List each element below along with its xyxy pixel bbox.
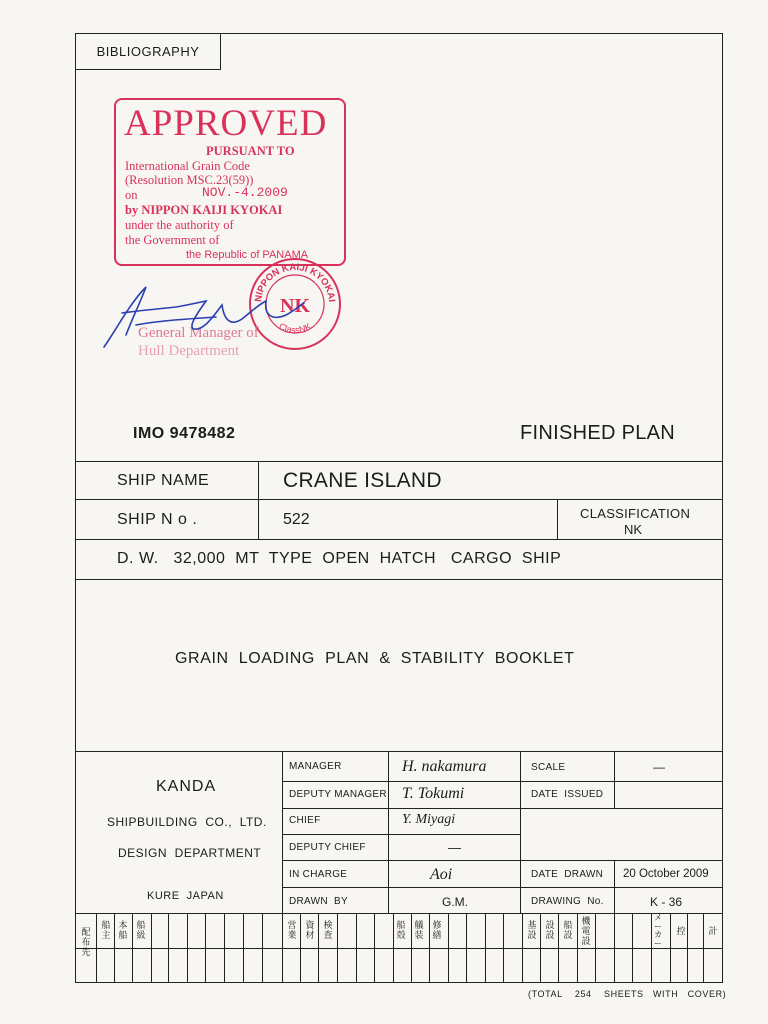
date-drawn-value: 20 October 2009	[623, 868, 709, 880]
stamp-line-8: the Republic of PANAMA	[186, 249, 309, 261]
imo-number: IMO 9478482	[133, 425, 236, 442]
stamp-line-7: the Government of	[125, 233, 220, 247]
dist-grid-line	[393, 913, 394, 983]
sign-title-2: Hull Department	[138, 343, 240, 359]
blue-signature	[96, 275, 326, 360]
plan-status: FINISHED PLAN	[520, 422, 676, 444]
seal-sub: ClassNK	[277, 321, 313, 335]
dist-grid-line	[651, 913, 652, 983]
dist-grid-line	[243, 913, 244, 983]
dist-col-3: 船級	[136, 920, 146, 940]
manager-label: MANAGER	[289, 761, 342, 772]
chief-signature: Y. Miyagi	[402, 812, 456, 827]
stamp-line-2: International Grain Code	[125, 159, 250, 173]
dist-grid-line	[282, 913, 283, 983]
dist-grid-line	[703, 913, 704, 983]
dist-grid-line	[687, 913, 688, 983]
deputy-manager-label: DEPUTY MANAGER	[289, 789, 387, 800]
dist-grid-line	[300, 913, 301, 983]
company-name: KANDA	[156, 778, 217, 795]
ship-description: D. W. 32,000 MT TYPE OPEN HATCH CARGO SHIP	[117, 550, 562, 567]
dist-grid-line	[466, 913, 467, 983]
dist-grid-line	[522, 913, 523, 983]
dist-header: 配布先	[81, 927, 91, 957]
stamp-title: APPROVED	[124, 103, 328, 144]
dist-grid-line	[632, 913, 633, 983]
ship-no-label: SHIP N o .	[117, 511, 198, 528]
stamp-on-label: on	[125, 188, 138, 202]
dist-grid-line	[187, 913, 188, 983]
chief-label: CHIEF	[289, 815, 321, 826]
dist-grid-line	[318, 913, 319, 983]
dist-col-15: 控	[676, 926, 686, 936]
in-charge-signature: Aoi	[430, 866, 453, 883]
dist-grid-line	[595, 913, 596, 983]
classification-value: NK	[624, 522, 643, 537]
dist-col-2: 本船	[118, 920, 128, 940]
dist-grid-line	[374, 913, 375, 983]
dist-grid-line	[337, 913, 338, 983]
stamp-line-1: PURSUANT TO	[206, 144, 295, 158]
deputy-manager-signature: T. Tokumi	[402, 785, 465, 802]
dist-grid-line	[485, 913, 486, 983]
dist-col-12: 船設	[563, 920, 573, 940]
drawn-by-value: G.M.	[442, 895, 468, 909]
dist-grid-line	[448, 913, 449, 983]
dist-grid-line	[114, 913, 115, 983]
dist-grid-line	[224, 913, 225, 983]
in-charge-label: IN CHARGE	[289, 869, 348, 880]
stamp-line-5: by NIPPON KAIJI KYOKAI	[125, 203, 283, 217]
dist-col-13: 機電設	[581, 916, 591, 946]
deputy-chief-value: —	[448, 840, 461, 855]
dist-col-6: 検査	[323, 920, 333, 940]
drawing-no-value: K - 36	[650, 895, 683, 909]
dist-col-8: 艤装	[414, 920, 424, 940]
drawing-no-label: DRAWING No.	[531, 896, 604, 907]
scale-label: SCALE	[531, 762, 566, 773]
dist-grid-line	[411, 913, 412, 983]
scale-value: —	[653, 760, 665, 774]
classification-label: CLASSIFICATION	[580, 506, 691, 521]
dist-col-4: 営業	[287, 920, 297, 940]
total-sheets: (TOTAL 254 SHEETS WITH COVER)	[528, 989, 727, 999]
seal-text: NIPPON KAIJI KYOKAI	[252, 261, 337, 303]
dist-grid-line	[262, 913, 263, 983]
dist-grid-line	[429, 913, 430, 983]
ship-name: CRANE ISLAND	[283, 469, 442, 492]
dist-grid-line	[132, 913, 133, 983]
dist-grid-line	[577, 913, 578, 983]
manager-signature: H. nakamura	[402, 758, 487, 775]
dist-col-14: メーカー	[654, 913, 662, 948]
dist-grid-line	[670, 913, 671, 983]
seal-mark: NK	[280, 295, 310, 317]
stamp-date: NOV.-4.2009	[202, 185, 288, 200]
ship-name-label: SHIP NAME	[117, 472, 210, 489]
dist-grid-line	[503, 913, 504, 983]
company-line-3: DESIGN DEPARTMENT	[118, 846, 262, 860]
date-issued-label: DATE ISSUED	[531, 789, 604, 800]
deputy-chief-label: DEPUTY CHIEF	[289, 842, 366, 853]
dist-grid-line	[205, 913, 206, 983]
dist-grid-line	[151, 913, 152, 983]
document-title: GRAIN LOADING PLAN & STABILITY BOOKLET	[175, 650, 575, 667]
company-line-2: SHIPBUILDING CO., LTD.	[107, 815, 267, 829]
dist-grid-line	[168, 913, 169, 983]
company-line-4: KURE JAPAN	[147, 890, 224, 902]
dist-grid-line	[540, 913, 541, 983]
ship-no: 522	[283, 511, 310, 528]
dist-col-16: 計	[708, 926, 718, 936]
dist-col-7: 船殻	[396, 920, 406, 940]
dist-col-11: 設設	[545, 920, 555, 940]
dist-col-10: 基設	[527, 920, 537, 940]
dist-grid-line	[96, 913, 97, 983]
dist-col-9: 修繕	[432, 920, 442, 940]
stamp-line-6: under the authority of	[125, 218, 234, 232]
drawn-by-label: DRAWN BY	[289, 896, 348, 907]
dist-grid-line	[356, 913, 357, 983]
dist-grid-line	[558, 913, 559, 983]
stamp-line-3: (Resolution MSC.23(59))	[125, 173, 254, 187]
dist-col-1: 船主	[101, 920, 111, 940]
bibliography-label: BIBLIOGRAPHY	[75, 33, 221, 70]
dist-col-5: 資材	[305, 920, 315, 940]
date-drawn-label: DATE DRAWN	[531, 869, 604, 880]
dist-grid-line	[614, 913, 615, 983]
sign-title-1: General Manager of	[138, 325, 259, 341]
approved-stamp	[114, 98, 346, 266]
